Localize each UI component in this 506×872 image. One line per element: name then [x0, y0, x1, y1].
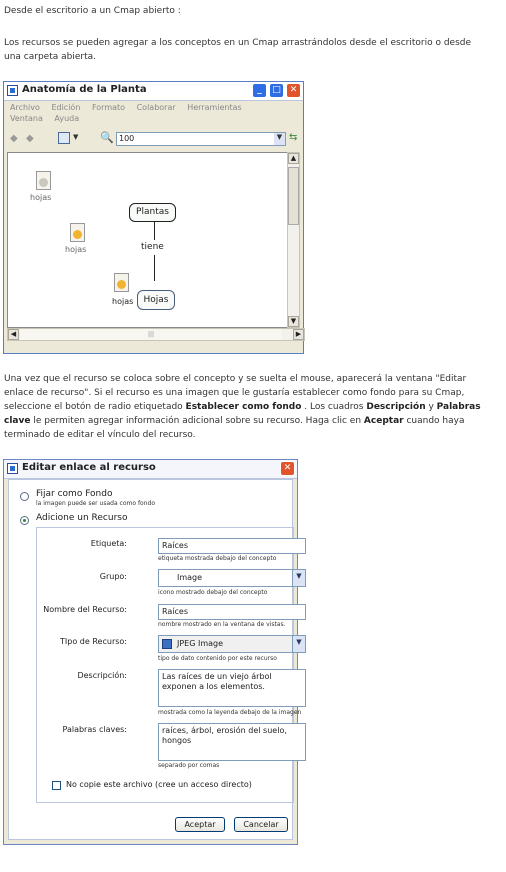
menu-herramientas[interactable]: Herramientas [187, 103, 242, 112]
middle-text: Una vez que el recurso se coloca sobre el concepto y se suelta el mouse, aparecerá la ventana "Editar enlace de recurso". Si el recurso es una imagen que le gustaría establecer como fondo para su Cmap, seleccione el botón de radio etiquetado [4, 374, 467, 412]
connector-line [154, 222, 155, 240]
middle-text: le permiten agregar información adicional sobre su recurso. Haga clic en [30, 416, 364, 426]
jpeg-file-icon [162, 639, 172, 649]
close-icon[interactable]: ✕ [286, 83, 301, 98]
grupo-label: Grupo: [99, 572, 127, 581]
tipo-selected-value: JPEG Image [177, 639, 224, 648]
middle-text: cuando haya terminado de editar el vínculo del recurso. [4, 416, 465, 440]
concept-hojas[interactable]: Hojas [137, 290, 175, 310]
resource-label: hojas [65, 245, 87, 254]
nombre-hint: nombre mostrado en la ventana de vistas. [158, 621, 286, 628]
dialog-close-icon[interactable]: ✕ [280, 461, 295, 476]
middle-paragraph [4, 372, 486, 442]
menu-formato[interactable]: Formato [91, 103, 126, 112]
tipo-label: TIpo de Recurso: [60, 637, 127, 646]
sync-icon[interactable]: ⇆ [289, 132, 298, 143]
cmap-window [3, 81, 304, 354]
scroll-left-icon[interactable]: ◀ [8, 329, 19, 340]
middle-bold-text: Aceptar [363, 416, 404, 426]
horizontal-scrollbar[interactable] [7, 328, 305, 341]
zoom-input[interactable] [116, 132, 286, 146]
radio-background-hint: la imagen puede ser usada como fondo [36, 500, 156, 507]
zoom-dropdown-icon[interactable]: ▼ [274, 133, 285, 145]
middle-bold-text: Establecer como fondo [185, 402, 302, 412]
middle-bold-text: Palabras clave [4, 402, 481, 426]
chevron-down-icon[interactable]: ▼ [292, 570, 305, 586]
radio-background-label: Fijar como Fondo [36, 489, 113, 499]
descripcion-textarea[interactable]: Las raíces de un viejo árbol exponen a los elementos. [158, 669, 306, 707]
hscroll-thumb[interactable] [20, 329, 282, 340]
middle-bold-text: Descripción [366, 402, 426, 412]
menu-ayuda[interactable]: Ayuda [54, 114, 80, 123]
scroll-down-icon[interactable]: ▼ [288, 316, 299, 327]
resource-fields-group [36, 527, 302, 803]
linking-phrase[interactable]: tiene [141, 242, 164, 252]
no-copy-label: No copie este archivo (cree un acceso directo) [66, 780, 252, 789]
resource-image-icon[interactable] [70, 223, 85, 242]
cmap-canvas[interactable] [7, 152, 292, 328]
cmap-toolbar [8, 130, 299, 150]
zoom-value: 100 [119, 134, 135, 143]
vertical-scrollbar[interactable] [287, 152, 300, 328]
descripcion-label: Descripción: [77, 671, 127, 680]
radio-background[interactable] [20, 492, 29, 501]
cmap-titlebar[interactable] [4, 82, 303, 101]
hscroll-grip: ||| [147, 331, 155, 338]
scroll-right-icon[interactable]: ▶ [293, 329, 304, 340]
cmap-menubar [10, 102, 273, 124]
chevron-down-icon[interactable]: ▼ [292, 636, 305, 652]
scroll-thumb[interactable] [288, 167, 299, 225]
forward-arrow-icon[interactable]: ◆ [26, 133, 34, 144]
connector-line [154, 255, 155, 281]
resource-file-icon[interactable] [36, 171, 51, 190]
edit-resource-dialog [3, 459, 302, 845]
cancel-button[interactable]: Cancelar [234, 817, 288, 832]
concept-plantas[interactable]: Plantas [129, 203, 176, 222]
grupo-select[interactable] [158, 569, 306, 587]
grupo-hint: icono mostrado debajo del concepto [158, 589, 268, 596]
palabras-hint: separado por comas [158, 762, 220, 769]
ok-button[interactable]: Aceptar [175, 817, 225, 832]
tipo-select[interactable] [158, 635, 306, 653]
dialog-title: Editar enlace al recurso [22, 462, 156, 473]
palabras-label: Palabras claves: [62, 725, 127, 734]
etiqueta-input[interactable]: Raíces [158, 538, 306, 554]
middle-text: y [425, 402, 437, 412]
scroll-up-icon[interactable]: ▲ [288, 153, 299, 164]
etiqueta-hint: etiqueta mostrada debajo del concepto [158, 555, 277, 562]
dialog-titlebar[interactable] [4, 460, 297, 479]
radio-add-resource[interactable] [20, 516, 29, 525]
middle-text: . Los cuadros [301, 402, 367, 412]
resource-label: hojas [112, 297, 134, 306]
intro-text: Los recursos se pueden agregar a los conceptos en un Cmap arrastrándolos desde el escritorio o desde una carpeta abierta. [4, 38, 472, 62]
chevron-down-icon[interactable]: ▼ [73, 133, 79, 141]
menu-ventana[interactable]: Ventana [10, 114, 43, 123]
dragged-resource-icon[interactable] [114, 273, 129, 292]
nombre-input[interactable]: Raíces [158, 604, 306, 620]
back-arrow-icon[interactable]: ◆ [10, 133, 18, 144]
cmap-app-icon [7, 85, 18, 96]
zoom-icon[interactable]: 🔍 [100, 131, 114, 144]
cmap-window-title: Anatomía de la Planta [22, 84, 147, 95]
maximize-icon[interactable]: □ [269, 83, 284, 98]
nombre-label: Nombre del Recurso: [43, 605, 127, 614]
dialog-app-icon [7, 463, 18, 474]
radio-add-resource-label: Adicione un Recurso [36, 513, 128, 523]
menu-edicion[interactable]: Edición [51, 103, 81, 112]
menu-archivo[interactable]: Archivo [10, 103, 40, 112]
tipo-hint: tipo de dato contenido por este recurso [158, 655, 277, 662]
view-menu-icon[interactable] [58, 132, 70, 144]
intro-heading: Desde el escritorio a un Cmap abierto : [4, 6, 181, 16]
etiqueta-label: Etiqueta: [90, 539, 127, 548]
descripcion-hint: mostrada como la leyenda debajo de la imagen [158, 709, 302, 716]
minimize-icon[interactable]: _ [252, 83, 267, 98]
resource-label: hojas [30, 193, 52, 202]
palabras-textarea[interactable]: raíces, árbol, erosión del suelo, hongos [158, 723, 306, 761]
menu-colaborar[interactable]: Colaborar [136, 103, 176, 112]
no-copy-checkbox[interactable] [52, 781, 61, 790]
grupo-selected-value: Image [177, 573, 203, 582]
dialog-body [8, 479, 302, 840]
